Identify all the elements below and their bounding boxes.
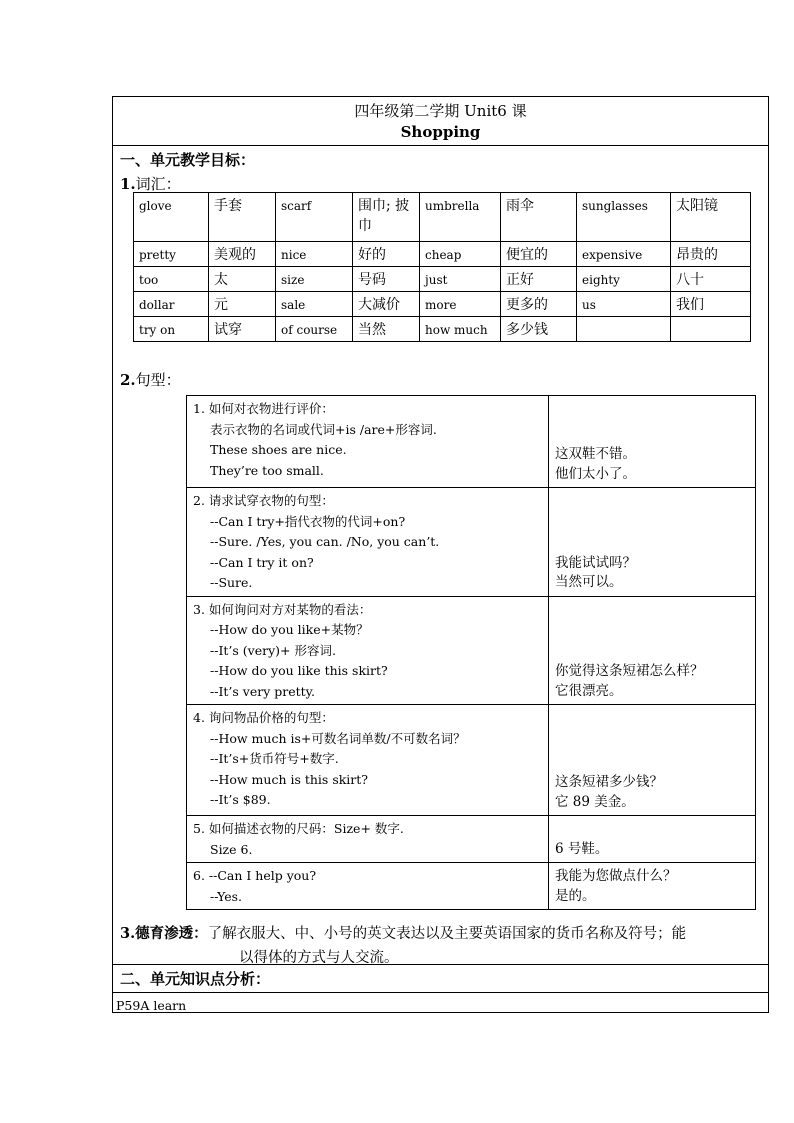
pattern-line: 表示衣物的名词或代词+is /are+形容词. <box>210 421 437 437</box>
vocab-table <box>133 192 751 342</box>
pattern-text <box>187 596 549 705</box>
pattern-line: 6. --Can I help you? <box>193 868 317 883</box>
vocab-word: eighty <box>577 267 671 292</box>
vocab-word <box>577 317 671 342</box>
pattern-row <box>187 488 756 597</box>
pattern-line: Size 6. <box>210 841 253 857</box>
vocab-word: too <box>134 267 209 292</box>
vocab-meaning: 太阳镜 <box>671 193 751 242</box>
pattern-line: --Sure. <box>210 575 253 590</box>
translation-line: 这条短裙多少钱？ <box>555 774 663 790</box>
vocab-meaning: 正好 <box>501 267 577 292</box>
vocab-word: umbrella <box>420 193 501 242</box>
vocab-word: sale <box>276 292 353 317</box>
pattern-line: 4. 询问物品价格的句型： <box>193 710 334 725</box>
pattern-text <box>187 396 549 488</box>
pattern-line: 1. 如何对衣物进行评价： <box>193 401 334 416</box>
vocab-word: us <box>577 292 671 317</box>
vocab-meaning: 太 <box>209 267 276 292</box>
moral-text-line2: 以得体的方式与人交流。 <box>239 950 399 966</box>
pattern-line: --How much is+可数名词单数/不可数名词？ <box>210 730 466 746</box>
moral-education <box>120 922 767 970</box>
divider <box>112 145 769 146</box>
pattern-translation <box>549 596 756 705</box>
vocab-word: more <box>420 292 501 317</box>
vocab-meaning: 好的 <box>353 242 420 267</box>
pattern-line: --It’s very pretty. <box>210 683 316 699</box>
pattern-translation <box>549 816 756 863</box>
pattern-line: --How much is this skirt? <box>210 771 369 787</box>
pattern-line: --Can I try it on? <box>210 554 314 570</box>
vocab-meaning: 昂贵的 <box>671 242 751 267</box>
section1-heading: 一、单元教学目标： <box>120 151 256 169</box>
pattern-row <box>187 596 756 705</box>
vocab-word: try on <box>134 317 209 342</box>
pattern-line: --It’s+货币符号+数字. <box>210 751 339 766</box>
vocab-word: scarf <box>276 193 353 242</box>
translation-line: 它很漂亮。 <box>555 682 623 699</box>
pattern-line: 3. 如何询问对方对某物的看法： <box>193 601 372 617</box>
vocab-meaning: 我们 <box>671 292 751 317</box>
section2-heading: 二、单元知识点分析： <box>120 970 271 988</box>
vocab-word: just <box>420 267 501 292</box>
vocab-word: of course <box>276 317 353 342</box>
moral-text-line1: 了解衣服大、中、小号的英文表达以及主要英语国家的货币名称及符号；能 <box>207 926 687 942</box>
vocab-word: expensive <box>577 242 671 267</box>
translation-line: 当然可以。 <box>555 574 623 590</box>
pattern-row <box>187 705 756 816</box>
pattern-line: --It’s $89. <box>210 792 271 807</box>
vocab-meaning: 多少钱 <box>501 317 577 342</box>
pattern-table <box>186 395 756 910</box>
vocab-row <box>134 193 751 242</box>
vocab-word: dollar <box>134 292 209 317</box>
vocab-meaning: 号码 <box>353 267 420 292</box>
vocab-row <box>134 242 751 267</box>
vocab-word: cheap <box>420 242 501 267</box>
translation-line: 我能试试吗？ <box>555 554 636 571</box>
vocab-word: sunglasses <box>577 193 671 242</box>
vocab-row <box>134 292 751 317</box>
pattern-line: These shoes are nice. <box>210 442 347 457</box>
vocab-meaning: 便宜的 <box>501 242 577 267</box>
divider <box>112 964 769 965</box>
vocab-meaning: 雨伞 <box>501 193 577 242</box>
pattern-text <box>187 705 549 816</box>
pattern-translation <box>549 488 756 597</box>
vocab-word: how much <box>420 317 501 342</box>
translation-line: 是的。 <box>555 887 596 904</box>
pattern-translation <box>549 396 756 488</box>
pattern-row <box>187 816 756 863</box>
vocab-word: pretty <box>134 242 209 267</box>
divider <box>112 992 769 993</box>
pattern-line: 5. 如何描述衣物的尺码：Size+ 数字. <box>193 821 404 836</box>
vocab-word: nice <box>276 242 353 267</box>
pattern-line: --How do you like this skirt? <box>210 663 388 678</box>
vocab-meaning: 美观的 <box>209 242 276 267</box>
lesson-plan-page <box>112 96 769 1013</box>
page-title: 四年级第二学期 Unit6 课 <box>354 102 527 120</box>
section2-note: P59A learn <box>116 998 187 1013</box>
pattern-row <box>187 396 756 488</box>
pattern-line: 2. 请求试穿衣物的句型： <box>193 493 334 508</box>
vocab-word: size <box>276 267 353 292</box>
pattern-text <box>187 488 549 597</box>
vocab-row <box>134 317 751 342</box>
pattern-label: 2.句型： <box>120 371 181 389</box>
translation-line: 你觉得这条短裙怎么样？ <box>555 663 704 679</box>
pattern-translation <box>549 705 756 816</box>
pattern-row <box>187 863 756 910</box>
vocab-meaning: 围巾; 披巾 <box>353 193 420 242</box>
vocab-meaning: 当然 <box>353 317 420 342</box>
vocab-meaning: 大减价 <box>353 292 420 317</box>
translation-line: 它 89 美金。 <box>555 793 635 810</box>
translation-line: 他们太小了。 <box>555 465 636 482</box>
pattern-line: They’re too small. <box>210 462 324 478</box>
translation-line: 6 号鞋。 <box>555 840 609 857</box>
vocab-label: 1.词汇： <box>120 175 181 193</box>
pattern-line: --Sure. /Yes, you can. /No, you can’t. <box>210 534 440 549</box>
pattern-line: --Can I try+指代衣物的代词+on? <box>210 513 406 529</box>
translation-line: 这双鞋不错。 <box>555 446 636 462</box>
vocab-meaning <box>671 317 751 342</box>
vocab-word: glove <box>134 193 209 242</box>
pattern-line: --How do you like+某物？ <box>210 622 369 637</box>
vocab-meaning: 试穿 <box>209 317 276 342</box>
vocab-meaning: 手套 <box>209 193 276 242</box>
moral-label: 3.德育渗透： <box>120 925 208 942</box>
vocab-meaning: 更多的 <box>501 292 577 317</box>
vocab-row <box>134 267 751 292</box>
translation-line: 我能为您做点什么？ <box>555 868 677 884</box>
pattern-text <box>187 863 549 910</box>
pattern-text <box>187 816 549 863</box>
pattern-line: --Yes. <box>210 888 243 904</box>
page-subtitle: Shopping <box>400 123 481 141</box>
pattern-line: --It’s (very)+ 形容词. <box>210 642 336 658</box>
pattern-translation <box>549 863 756 910</box>
vocab-meaning: 八十 <box>671 267 751 292</box>
vocab-meaning: 元 <box>209 292 276 317</box>
